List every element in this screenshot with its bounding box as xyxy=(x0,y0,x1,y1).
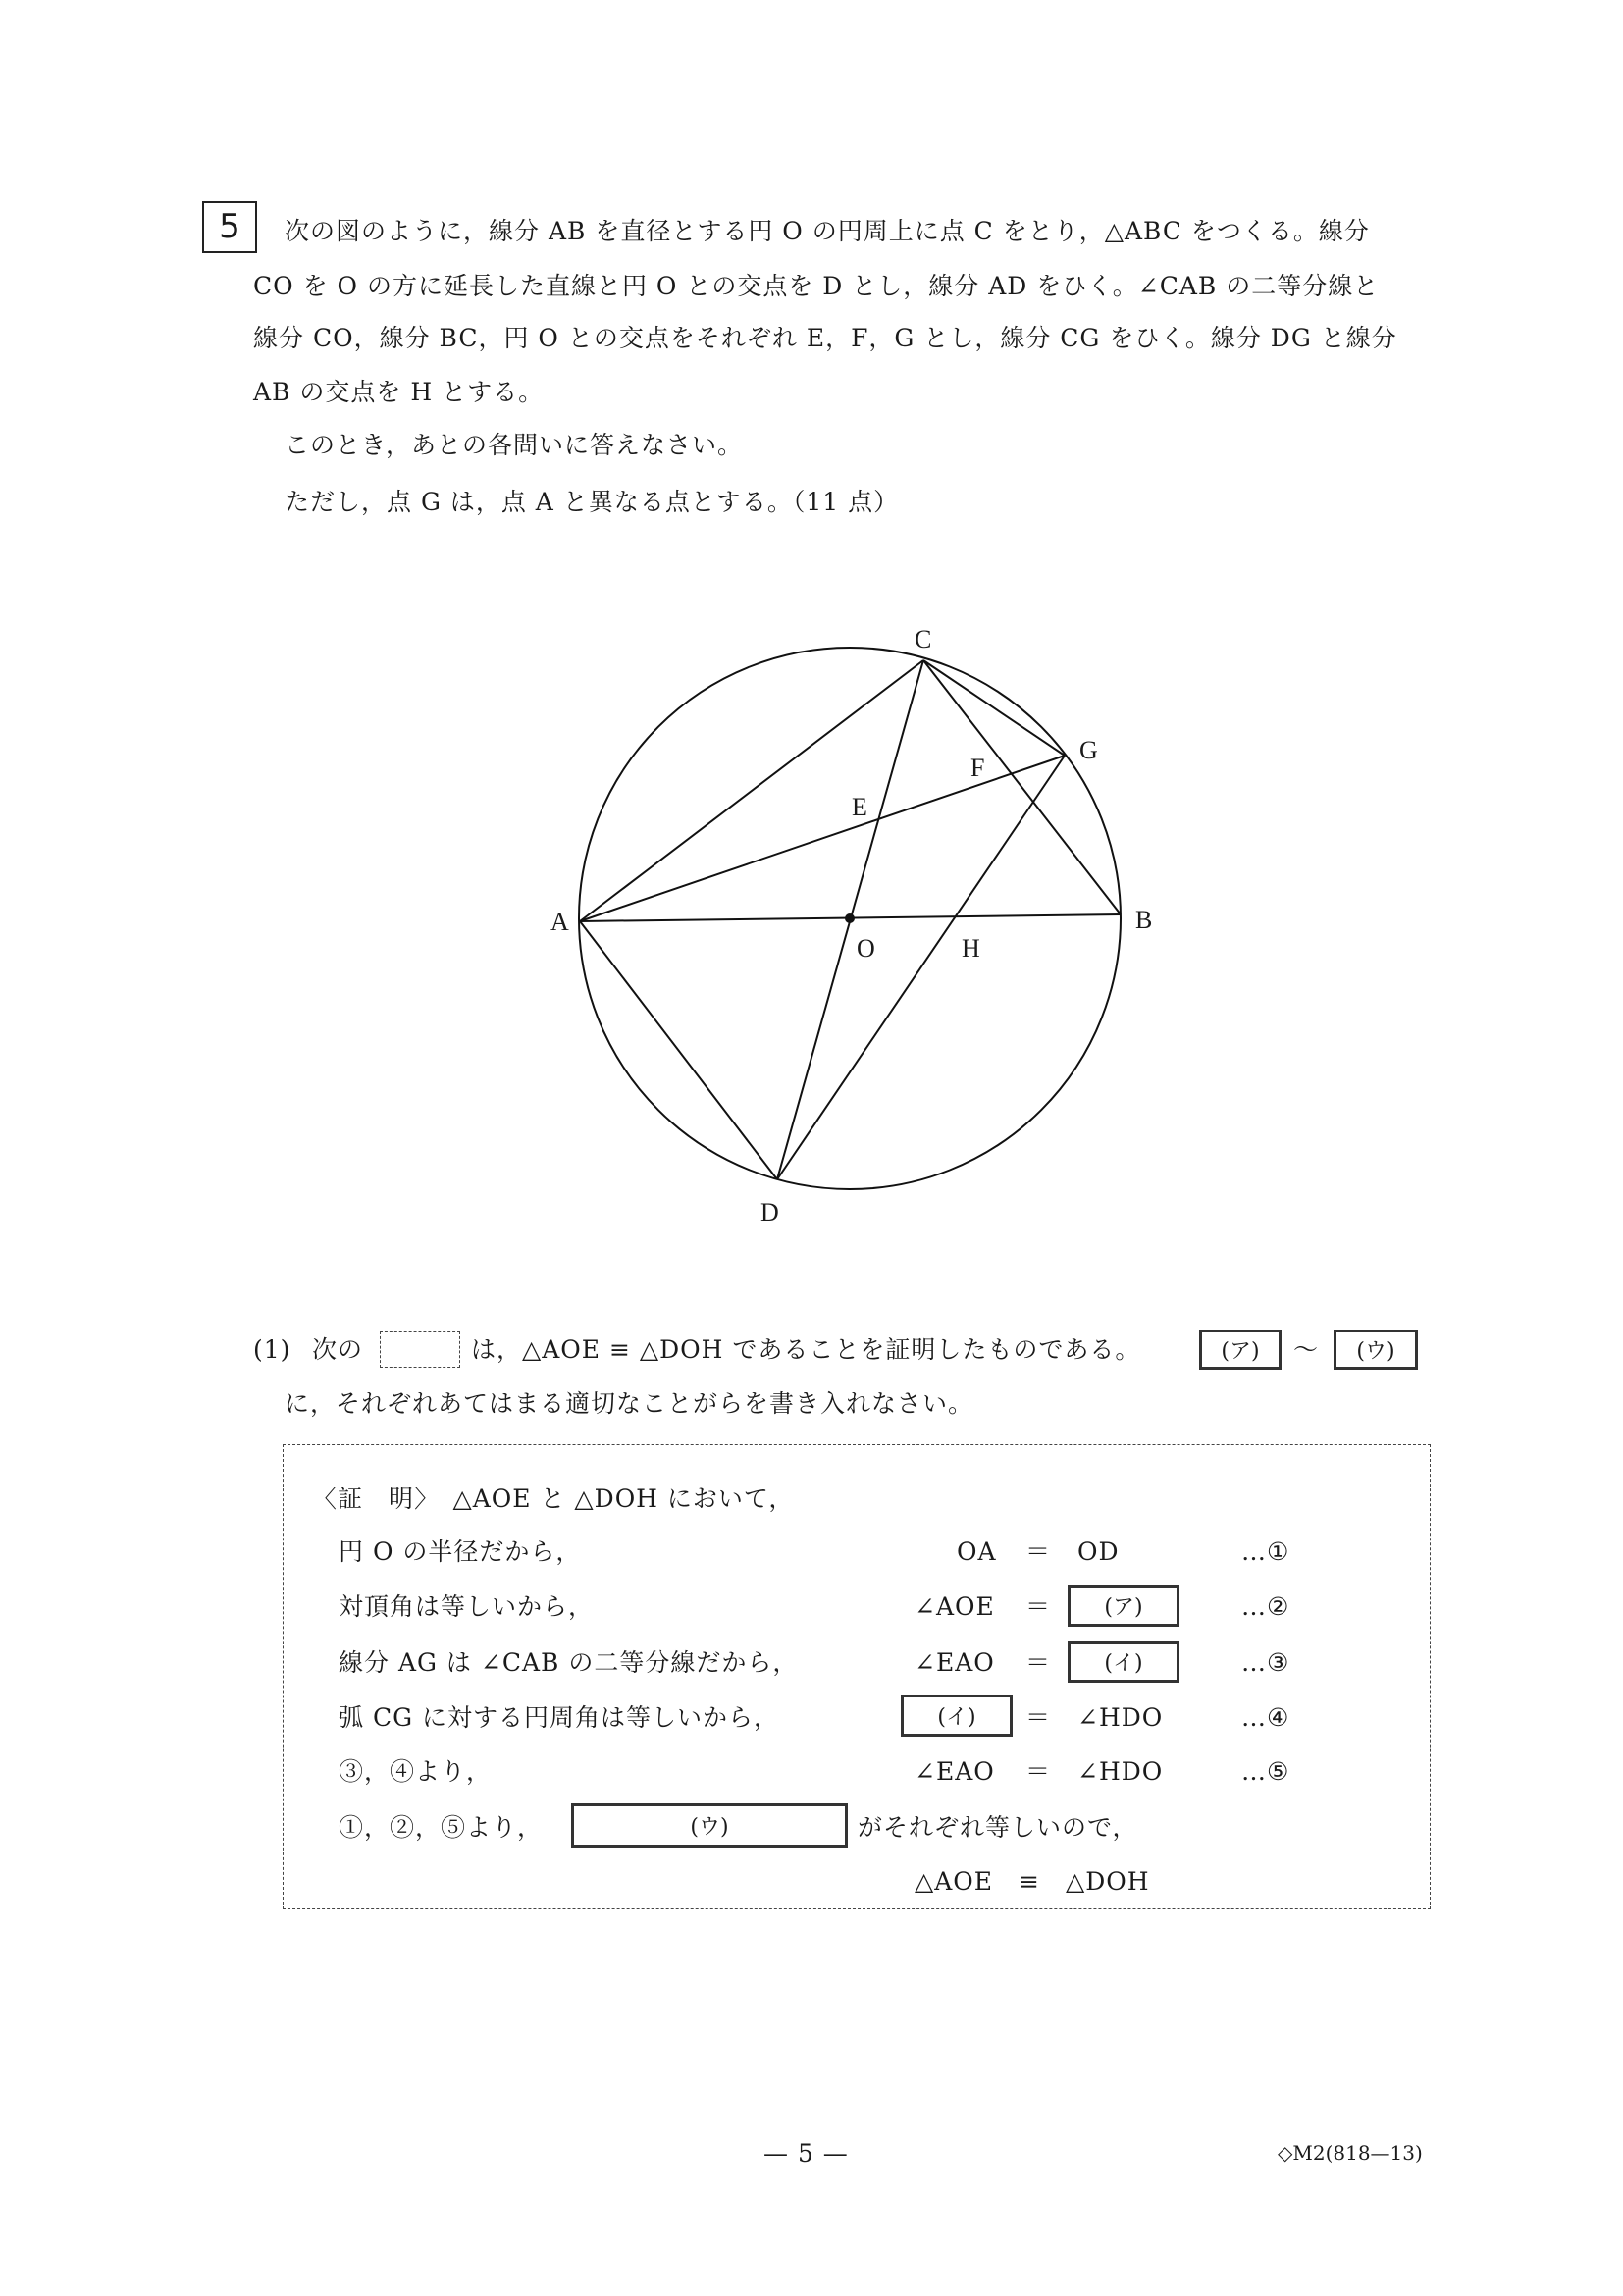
proof-left-5: ∠EAO xyxy=(915,1757,995,1786)
exam-code: ◇M2(818—13) xyxy=(1278,2141,1423,2165)
sub1-line-2: に，それぞれあてはまる適切なことがらを書き入れなさい。 xyxy=(285,1389,974,1418)
proof-reason-3: 線分 AG は ∠CAB の二等分線だから， xyxy=(339,1648,799,1677)
proof-eq-3: ＝ xyxy=(1025,1648,1052,1677)
sub1-mid: は，△AOE ≡ △DOH であることを証明したものである。 xyxy=(471,1335,1141,1364)
label-h: H xyxy=(962,934,980,963)
proof-row6-pre: ①，②，⑤より， xyxy=(339,1813,544,1842)
proof-row6-post: がそれぞれ等しいので， xyxy=(858,1813,1138,1842)
proof-eq-5: ＝ xyxy=(1025,1757,1052,1786)
question-number: 5 xyxy=(202,201,257,253)
proof-ref-1: …① xyxy=(1241,1538,1290,1566)
proof-left-1: OA xyxy=(957,1538,997,1566)
tilde: ～ xyxy=(1293,1335,1320,1364)
answer-box-u[interactable]: (ウ) xyxy=(1334,1330,1418,1370)
segment-ad xyxy=(580,921,777,1179)
label-e: E xyxy=(852,793,867,821)
segment-dg xyxy=(777,756,1065,1179)
proof-eq-4: ＝ xyxy=(1025,1703,1052,1732)
proof-box-i-right[interactable]: (イ) xyxy=(1068,1641,1179,1683)
proof-conclusion: △AOE ≡ △DOH xyxy=(915,1867,1150,1896)
segment-ac xyxy=(580,660,923,921)
proof-ref-2: …② xyxy=(1241,1592,1290,1621)
proof-right-1: OD xyxy=(1077,1538,1120,1566)
answer-box-a[interactable]: (ア) xyxy=(1199,1330,1282,1370)
proof-reason-5: ③，④より， xyxy=(339,1757,493,1786)
question-line-1: 次の図のように，線分 AB を直径とする円 O の円周上に点 C をとり，△ABC をつくる。線分 xyxy=(285,217,1370,245)
proof-reason-4: 弧 CG に対する円周角は等しいから， xyxy=(339,1703,779,1732)
proof-right-4: ∠HDO xyxy=(1077,1703,1164,1732)
question-line-2: CO を O の方に延長した直線と円 O との交点を D とし，線分 AD をひく。∠CAB の二等分線と xyxy=(253,272,1380,300)
question-line-4: AB の交点を H とする。 xyxy=(253,378,545,406)
proof-ref-4: …④ xyxy=(1241,1703,1290,1732)
proof-reason-1: 円 O の半径だから， xyxy=(339,1538,582,1566)
proof-ref-5: …⑤ xyxy=(1241,1757,1290,1786)
proof-reason-2: 対頂角は等しいから， xyxy=(339,1592,595,1621)
proof-left-3: ∠EAO xyxy=(915,1648,995,1677)
question-line-6: ただし，点 G は，点 A と異なる点とする。（11 点） xyxy=(285,488,900,516)
proof-eq-1: ＝ xyxy=(1025,1538,1052,1566)
page-number: — 5 — xyxy=(763,2139,849,2167)
label-o: O xyxy=(857,934,875,963)
proof-eq-2: ＝ xyxy=(1025,1592,1052,1621)
question-line-3: 線分 CO，線分 BC，円 O との交点をそれぞれ E，F，G とし，線分 CG をひく。線分 DG と線分 xyxy=(253,324,1397,352)
proof-box-u[interactable]: (ウ) xyxy=(571,1803,848,1848)
label-c: C xyxy=(915,625,932,653)
label-g: G xyxy=(1079,736,1098,764)
proof-header: 〈証 明〉 △AOE と △DOH において， xyxy=(312,1485,795,1513)
proof-box-i-left[interactable]: (イ) xyxy=(901,1695,1013,1737)
segment-bc xyxy=(923,660,1121,914)
proof-box-a[interactable]: (ア) xyxy=(1068,1585,1179,1627)
segment-cg xyxy=(923,660,1065,756)
proof-ref-3: …③ xyxy=(1241,1648,1290,1677)
proof-left-2: ∠AOE xyxy=(915,1592,995,1621)
sub1-pre: 次の xyxy=(312,1335,364,1364)
label-a: A xyxy=(550,908,569,936)
label-b: B xyxy=(1135,906,1153,934)
label-f: F xyxy=(970,754,985,782)
question-line-5: このとき，あとの各問いに答えなさい。 xyxy=(285,431,744,459)
label-d: D xyxy=(760,1198,779,1226)
sub1-number: (1) xyxy=(253,1335,291,1364)
proof-right-5: ∠HDO xyxy=(1077,1757,1164,1786)
center-point-o xyxy=(845,913,855,923)
dashed-proof-placeholder xyxy=(380,1331,460,1368)
segment-ag xyxy=(580,756,1065,921)
